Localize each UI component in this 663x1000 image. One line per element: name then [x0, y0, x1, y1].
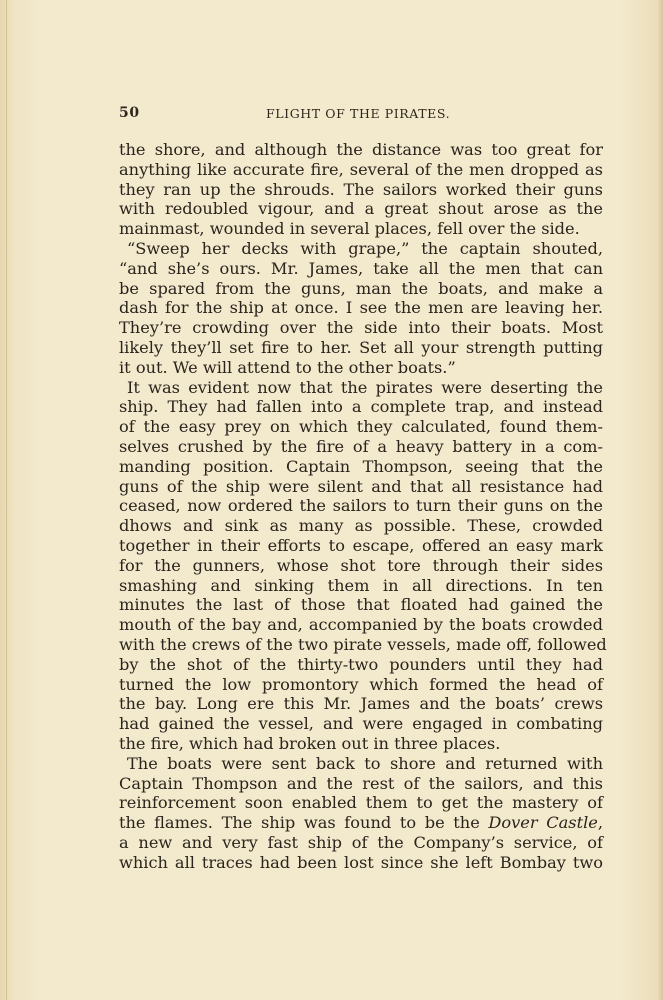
- text-line: with redoubled vigour, and a great shout arose as the: [119, 199, 603, 219]
- text-line: of the easy prey on which they calculated, found them-: [119, 417, 603, 437]
- text-line: anything like accurate fire, several of the men dropped as: [119, 159, 603, 179]
- text-line: mouth of the bay and, accompanied by the boats crowded: [119, 615, 603, 635]
- body-text: [119, 140, 607, 872]
- text-line: ship. They had fallen into a complete trap, and instead: [119, 397, 603, 417]
- text-line: “and she’s ours. Mr. James, take all the men that can: [119, 258, 603, 278]
- text-line: had gained the vessel, and were engaged in combating: [119, 714, 603, 734]
- text-line: “Sweep her decks with grape,” the captain shouted,: [127, 238, 603, 258]
- text-line: They’re crowding over the side into their boats. Most: [119, 318, 603, 338]
- text-line: turned the low promontory which formed the head of: [119, 674, 603, 694]
- text-line: dhows and sink as many as possible. These, crowded: [119, 516, 603, 536]
- page-header: [119, 105, 603, 123]
- text-line: the shore, and although the distance was too great for: [119, 140, 603, 159]
- text-line: mainmast, wounded in several places, fell over the side.: [119, 219, 580, 239]
- text-line: they ran up the shrouds. The sailors worked their guns: [119, 179, 603, 199]
- text-line: minutes the last of those that floated had gained the: [119, 595, 603, 615]
- text-line: likely they’ll set fire to her. Set all your strength putting: [119, 337, 603, 357]
- text-line: guns of the ship were silent and that all resistance had: [119, 476, 603, 496]
- ship-name: Dover Castle: [488, 813, 598, 833]
- running-title: FLIGHT OF THE PIRATES.: [266, 106, 451, 121]
- text-line: reinforcement soon enabled them to get the mastery of: [119, 793, 603, 813]
- text-line: with the crews of the two pirate vessels, made off, followed: [119, 634, 607, 654]
- text-line: by the shot of the thirty-two pounders until they had: [119, 654, 603, 674]
- text-line: It was evident now that the pirates were deserting the: [127, 377, 603, 397]
- text-line: together in their efforts to escape, offered an easy mark: [119, 535, 603, 555]
- text-line: manding position. Captain Thompson, seeing that the: [119, 456, 603, 476]
- page-edge-shadow: [657, 0, 663, 1000]
- page-gutter: [6, 0, 7, 1000]
- text-line: smashing and sinking them in all directions. In ten: [119, 575, 603, 595]
- page-number: 50: [119, 105, 140, 121]
- text-line: ceased, now ordered the sailors to turn their guns on the: [119, 496, 603, 516]
- text-line: The boats were sent back to shore and returned with: [127, 753, 603, 773]
- text-line: Captain Thompson and the rest of the sailors, and this: [119, 773, 603, 793]
- text-line: a new and very fast ship of the Company’s service, of: [119, 832, 603, 852]
- text-line: for the gunners, whose shot tore through their sides: [119, 555, 603, 575]
- text-line: be spared from the guns, man the boats, and make a: [119, 278, 603, 298]
- text-line: which all traces had been lost since she left Bombay two: [119, 852, 603, 872]
- text-line: dash for the ship at once. I see the men are leaving her.: [119, 298, 603, 318]
- text-line: the fire, which had broken out in three places.: [119, 733, 501, 753]
- text-line: the flames. The ship was found to be the Dover Castle,: [119, 813, 603, 833]
- text-line: selves crushed by the fire of a heavy battery in a com-: [119, 436, 603, 456]
- text-line: the bay. Long ere this Mr. James and the boats’ crews: [119, 694, 603, 714]
- text-line: it out. We will attend to the other boats.”: [119, 357, 456, 377]
